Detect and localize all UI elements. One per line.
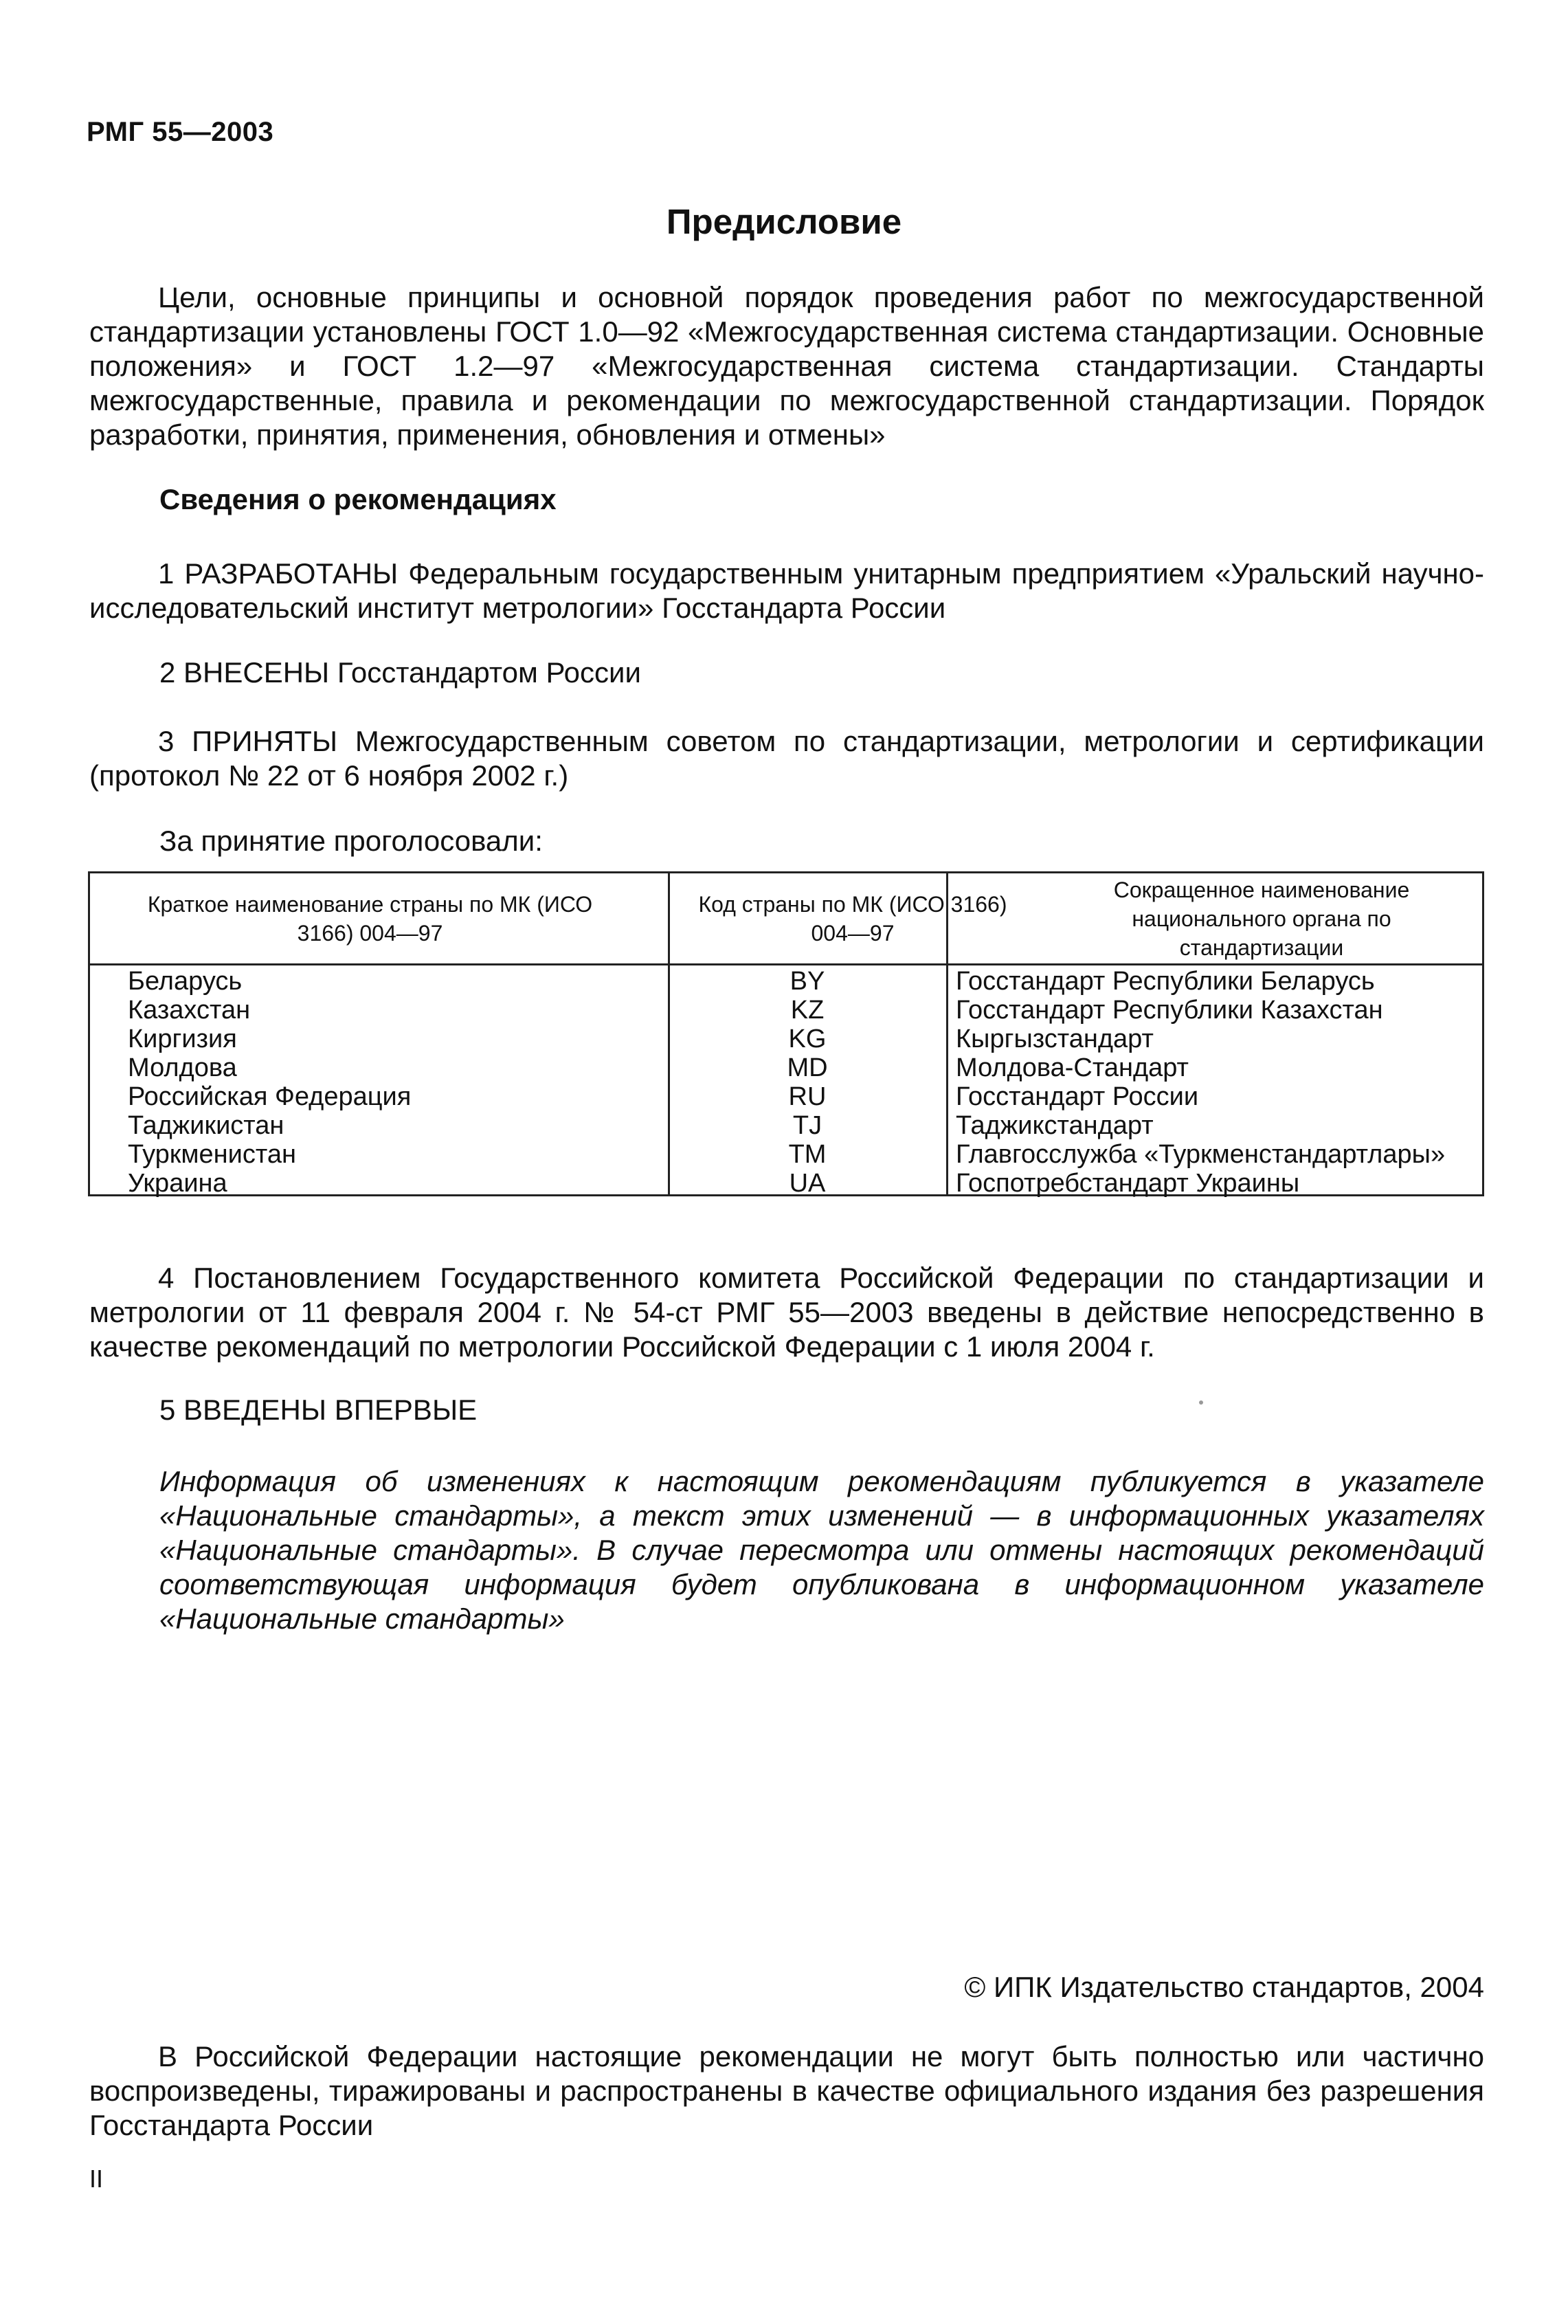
copyright: © ИПК Издательство стандартов, 2004 — [964, 1971, 1484, 2003]
table-header-code: Код страны по МК (ИСО 3166) 004—97 — [698, 891, 1007, 946]
table-cell: Таджикстандарт — [956, 1111, 1154, 1140]
table-cell: Госстандарт России — [956, 1082, 1199, 1111]
item-1: 1 РАЗРАБОТАНЫ Федеральным государственным унитарным предприятием «Уральский научно-исследовательский институт метрологии» Госстандарта России — [89, 557, 1484, 624]
table-cell: BY — [789, 967, 825, 996]
item-2: 2 ВНЕСЕНЫ Госстандартом России — [159, 656, 641, 689]
scan-speck — [1199, 1400, 1203, 1405]
voting-table — [88, 871, 1484, 1196]
table-cell: Госпотребстандарт Украины — [956, 1169, 1300, 1198]
legal-notice: В Российской Федерации настоящие рекомендации не могут быть полностью или частично воспроизведены, тиражированы и распространены в качестве официального издания без разрешения Госстандарта России — [89, 2040, 1484, 2141]
page-number: II — [89, 2165, 104, 2193]
item-3: 3 ПРИНЯТЫ Межгосударственным советом по стандартизации, метрологии и сертификации (протокол № 22 от 6 ноября 2002 г.) — [89, 725, 1484, 792]
table-cell: MD — [787, 1053, 828, 1082]
table-cell: UA — [789, 1169, 826, 1198]
table-cell: Молдова — [128, 1053, 237, 1082]
table-cell: Кыргызстандарт — [956, 1025, 1154, 1053]
table-cell: TM — [788, 1140, 827, 1169]
table-cell: TJ — [792, 1111, 822, 1140]
table-header-divider — [90, 963, 1482, 965]
item-4: 4 Постановлением Государственного комитета Российской Федерации по стандартизации и метрологии от 11 февраля 2004 г. № 54-ст РМГ 55—2003 введены в действие непосредственно в качестве рекомендаций по метрологии Российской Федерации с 1 июля 2004 г. — [89, 1262, 1484, 1363]
table-header-organ: Сокращенное наименование национального органа по стандартизации — [1113, 877, 1410, 960]
voted-label: За принятие проголосовали: — [159, 825, 543, 857]
table-cell: RU — [788, 1082, 827, 1111]
table-cell: Украина — [128, 1169, 227, 1198]
page-title: Предисловие — [666, 202, 902, 241]
table-cell: KG — [788, 1025, 827, 1053]
info-note: Информация об изменениях к настоящим рекомендациям публикуется в указателе «Национальные стандарты», а текст этих изменений — в информационных указателях «Национальные стандарты». В случае пересмотра или отмены настоящих рекомендаций соответствующая информация будет опубликована в информационном указателе «Национальные стандарты» — [159, 1465, 1484, 1635]
table-cell: Беларусь — [128, 967, 243, 996]
section-title: Сведения о рекомендациях — [159, 483, 557, 515]
table-cell: Казахстан — [128, 996, 251, 1025]
table-header-country: Краткое наименование страны по МК (ИСО 3166) 004—97 — [147, 891, 593, 946]
table-cell: Туркменистан — [128, 1140, 296, 1169]
table-cell: KZ — [790, 996, 825, 1025]
table-cell: Молдова-Стандарт — [956, 1053, 1189, 1082]
document-code: РМГ 55—2003 — [87, 117, 274, 147]
table-cell: Главгосслужба «Туркменстандартлары» — [956, 1140, 1446, 1169]
intro-paragraph: Цели, основные принципы и основной порядок проведения работ по межгосударственной стандартизации установлены ГОСТ 1.0—92 «Межгосударственная система стандартизации. Основные положения» и ГОСТ 1.2—97 «Межгосударственная система стандартизации. Стандарты межгосударственные, правила и рекомендации по межгосударственной стандартизации. Порядок разработки, принятия, применения, обновления и отмены» — [89, 281, 1484, 451]
table-cell: Киргизия — [128, 1025, 237, 1053]
table-cell: Госстандарт Республики Беларусь — [956, 967, 1375, 996]
item-5: 5 ВВЕДЕНЫ ВПЕРВЫЕ — [159, 1394, 478, 1426]
table-cell: Таджикистан — [128, 1111, 284, 1140]
table-cell: Госстандарт Республики Казахстан — [956, 996, 1383, 1025]
table-cell: Российская Федерация — [128, 1082, 412, 1111]
